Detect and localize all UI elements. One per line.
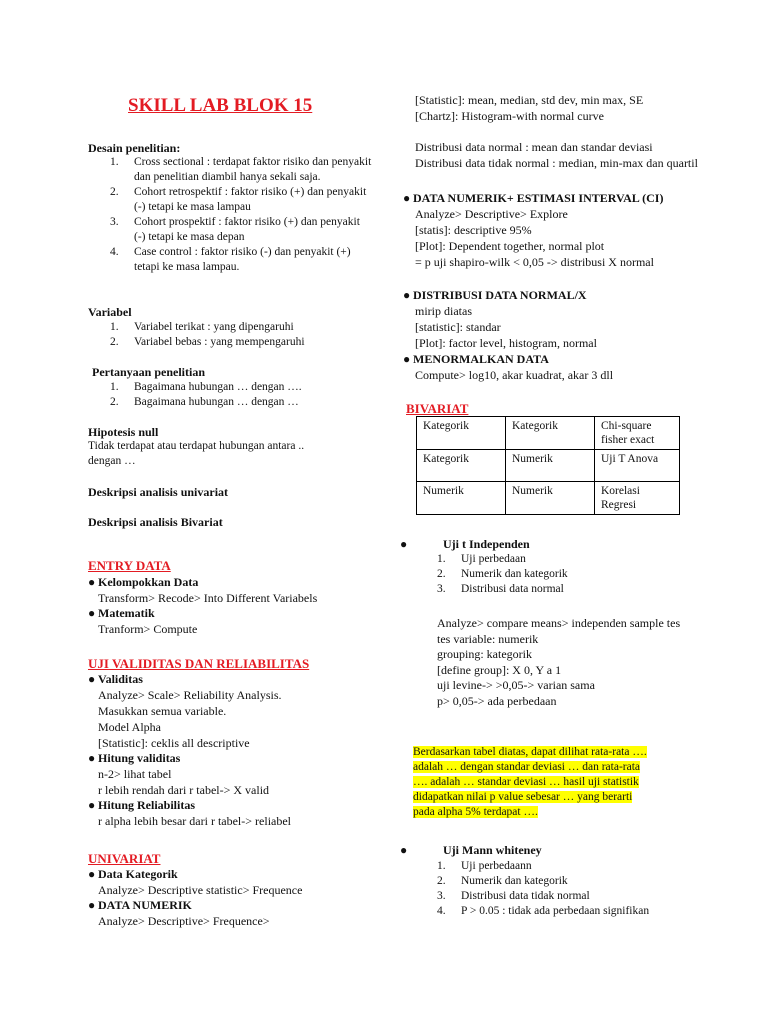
list-item: 3. Distribusi data normal xyxy=(437,583,564,595)
text-line: Distribusi data normal : mean dan standar deviasi xyxy=(415,140,653,154)
list-item: 2. Cohort retrospektif : faktor risiko (+) dan penyakit (-) tetapi ke masa lampau xyxy=(110,186,367,213)
bullet-item: ● Hitung validitas xyxy=(88,751,181,765)
table-cell: Uji T Anova xyxy=(595,450,680,482)
table-row xyxy=(417,482,680,515)
instruction-text: [Plot]: Dependent together, normal plot xyxy=(415,239,605,253)
highlight-line: didapatkan nilai p value sebesar … yang berarti xyxy=(413,791,633,803)
instruction-text: [Plot]: factor level, histogram, normal xyxy=(415,336,597,350)
text-line: grouping: kategorik xyxy=(437,647,532,661)
ujit-list xyxy=(415,552,705,597)
list-item: 3. Cohort prospektif : faktor risiko (+) dan penyakit (-) tetapi ke masa depan xyxy=(110,216,360,243)
bivariat-heading: BIVARIAT xyxy=(406,401,469,416)
instruction-text: Analyze> Descriptive> Explore xyxy=(415,207,568,221)
hipotesis-text: Tidak terdapat atau terdapat hubungan antara .. dengan … xyxy=(88,440,305,467)
univariat-numerik-continued xyxy=(415,93,705,171)
hipotesis-heading: Hipotesis null xyxy=(88,425,159,439)
table-cell: Numerik xyxy=(506,450,595,482)
text-line: Distribusi data tidak normal : median, min-max dan quartil xyxy=(415,155,698,170)
list-item: 2. Variabel bebas : yang mempengaruhi xyxy=(110,336,305,348)
text-line: tes variable: numerik xyxy=(437,631,539,646)
instruction-text: [Statistic]: ceklis all descriptive xyxy=(98,736,250,750)
instruction-text: Model Alpha xyxy=(98,720,161,734)
instruction-text: Transform> Recode> Into Different Variabels xyxy=(98,591,318,605)
highlight-line: Berdasarkan tabel diatas, dapat dilihat rata-rata …. xyxy=(413,746,647,758)
desain-list xyxy=(88,155,373,275)
pertanyaan-heading: Pertanyaan penelitian xyxy=(92,365,205,379)
bullet-item: ● MENORMALKAN DATA xyxy=(403,352,549,366)
instruction-text: [statistic]: standar xyxy=(415,320,501,334)
bullet-item: ● Hitung Reliabilitas xyxy=(88,798,196,812)
deskripsi-univariat: Deskripsi analisis univariat xyxy=(88,485,229,499)
ujit-heading: ● Uji t Independen xyxy=(400,537,530,551)
bullet-item: ● DATA NUMERIK xyxy=(88,898,192,912)
entry-heading: ENTRY DATA xyxy=(88,558,171,573)
highlight-line: pada alpha 5% terdapat …. xyxy=(413,806,538,818)
highlight-line: adalah … dengan standar deviasi … dan rata-rata xyxy=(413,761,641,773)
table-cell: Kategorik xyxy=(417,417,506,450)
list-item: 1. Uji perbedaann xyxy=(437,860,532,872)
univariat-heading: UNIVARIAT xyxy=(88,851,161,866)
text-line: [Chartz]: Histogram-with normal curve xyxy=(415,108,604,123)
univariat-section xyxy=(88,867,378,929)
instruction-text: mirip diatas xyxy=(415,304,472,318)
instruction-text: Analyze> Scale> Reliability Analysis. xyxy=(98,688,282,702)
distribusi-section xyxy=(403,288,703,351)
ujit-instructions xyxy=(437,616,707,709)
bullet-item: ● Data Kategorik xyxy=(88,867,178,881)
list-item: 2. Numerik dan kategorik xyxy=(437,875,568,887)
bullet-item: ● DISTRIBUSI DATA NORMAL/X xyxy=(403,288,587,302)
text-line: [define group]: X 0, Y a 1 xyxy=(437,662,562,677)
list-item: 1. Variabel terikat : yang dipengaruhi xyxy=(110,321,294,333)
uji-section xyxy=(88,672,378,829)
table-cell: Kategorik xyxy=(506,417,595,450)
instruction-text: Masukkan semua variable. xyxy=(98,704,227,718)
text-line: [Statistic]: mean, median, std dev, min max, SE xyxy=(415,93,644,107)
pertanyaan-list xyxy=(88,380,373,410)
table-row xyxy=(417,417,680,450)
table-cell: Kategorik xyxy=(417,450,506,482)
table-cell: Numerik xyxy=(417,482,506,515)
list-item: 2. Numerik dan kategorik xyxy=(437,568,568,580)
instruction-text: r lebih rendah dari r tabel-> X valid xyxy=(98,783,270,797)
deskripsi-bivariat: Deskripsi analisis Bivariat xyxy=(88,515,223,529)
desain-heading: Desain penelitian: xyxy=(88,141,181,155)
instruction-text: Tranform> Compute xyxy=(98,622,198,636)
list-item: 4. Case control : faktor risiko (-) dan penyakit (+) tetapi ke masa lampau. xyxy=(110,246,351,273)
table-cell: Chi-square fisher exact xyxy=(595,417,680,450)
instruction-text: n-2> lihat tabel xyxy=(98,767,172,781)
mann-list xyxy=(415,859,715,919)
table-row xyxy=(417,450,680,482)
estimasi-section xyxy=(403,191,703,270)
list-item: 1. Cross sectional : terdapat faktor risiko dan penyakit dan penelitian diambil hanya sekali saja. xyxy=(110,156,372,183)
bullet-item: ● Matematik xyxy=(88,606,155,620)
list-item: 1. Bagaimana hubungan … dengan …. xyxy=(110,381,302,393)
highlight-line: …. adalah … standar deviasi … hasil uji statistik xyxy=(413,776,639,788)
variabel-list xyxy=(88,320,373,350)
instruction-text: r alpha lebih besar dari r tabel-> reliabel xyxy=(98,814,292,828)
bullet-item: ● DATA NUMERIK+ ESTIMASI INTERVAL (CI) xyxy=(403,191,664,205)
table-cell: Numerik xyxy=(506,482,595,515)
list-item: 4. P > 0.05 : tidak ada perbedaan signifikan xyxy=(437,905,650,917)
text-line: Analyze> compare means> independen sample tes xyxy=(437,616,681,630)
instruction-text: Analyze> Descriptive> Frequence> xyxy=(98,914,270,928)
entry-section xyxy=(88,575,378,637)
menormalkan-section xyxy=(403,352,703,383)
bullet-item: ● Kelompokkan Data xyxy=(88,575,199,589)
list-item: 3. Distribusi data tidak normal xyxy=(437,890,590,902)
mann-heading: ● Uji Mann whiteney xyxy=(400,843,542,857)
variabel-heading: Variabel xyxy=(88,305,132,319)
highlighted-template-text xyxy=(413,745,703,820)
list-item: 1. Uji perbedaan xyxy=(437,553,526,565)
instruction-text: [statis]: descriptive 95% xyxy=(415,223,532,237)
page-title: SKILL LAB BLOK 15 xyxy=(128,95,313,116)
bivariat-table xyxy=(416,416,680,515)
bullet-item: ● Validitas xyxy=(88,672,143,686)
list-item: 2. Bagaimana hubungan … dengan … xyxy=(110,396,299,408)
instruction-text: = p uji shapiro-wilk < 0,05 -> distribusi X normal xyxy=(415,255,654,269)
instruction-text: Compute> log10, akar kuadrat, akar 3 dll xyxy=(415,368,614,382)
text-line: p> 0,05-> ada perbedaan xyxy=(437,693,557,708)
uji-heading: UJI VALIDITAS DAN RELIABILITAS xyxy=(88,656,310,671)
instruction-text: Analyze> Descriptive statistic> Frequence xyxy=(98,883,303,897)
table-cell: Korelasi Regresi xyxy=(595,482,680,515)
text-line: uji levine-> >0,05-> varian sama xyxy=(437,678,595,692)
